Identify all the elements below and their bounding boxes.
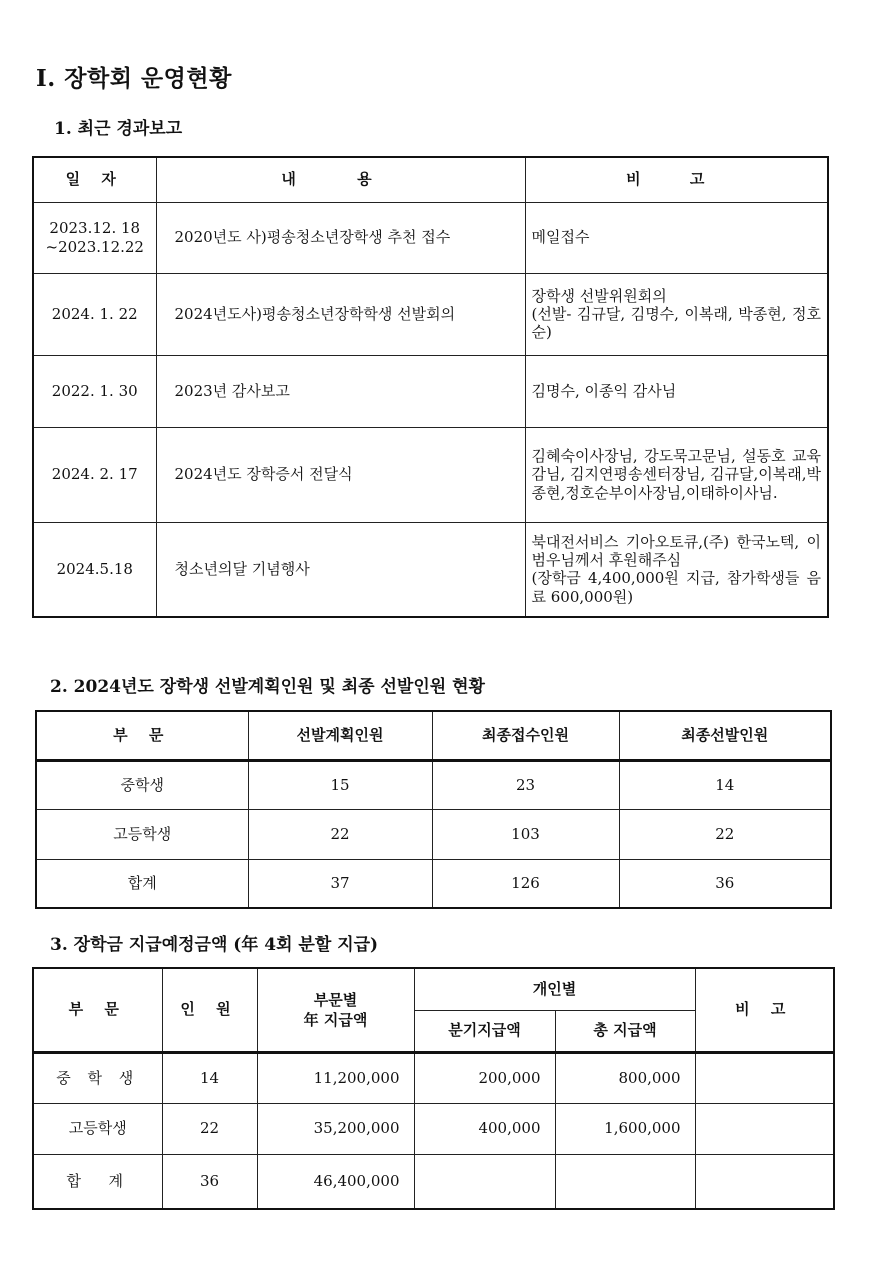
cell-category: 고등학생 <box>33 1103 162 1154</box>
row-content: 2024년도 장학증서 전달식 <box>156 427 525 522</box>
table-row <box>33 1103 834 1154</box>
table-row <box>33 355 828 427</box>
row-note: 김혜숙이사장님, 강도묵고문님, 설동호 교육감님, 김지연평송센터장님, 김규달,이복래,박종현,정호순부이사장님,이태하이사님. <box>525 427 828 522</box>
table-row <box>33 1052 834 1103</box>
section1-title: 1. 최근 경과보고 <box>54 119 183 139</box>
cell-planned: 22 <box>248 809 432 859</box>
row-content: 청소년의달 기념행사 <box>156 522 525 617</box>
cell-planned: 37 <box>248 859 432 908</box>
cell-category: 고등학생 <box>36 809 248 859</box>
cell-total: 1,600,000 <box>555 1103 695 1154</box>
header-quarterly: 분기지급액 <box>414 1010 555 1052</box>
table-header-row <box>33 968 834 1010</box>
cell-category: 합계 <box>36 859 248 908</box>
section2-title: 2. 2024년도 장학생 선발계획인원 및 최종 선발인원 현황 <box>50 677 485 697</box>
cell-annual: 35,200,000 <box>257 1103 414 1154</box>
header-selected: 최종선발인원 <box>619 711 831 760</box>
cell-remarks <box>695 1154 834 1209</box>
cell-count: 22 <box>162 1103 257 1154</box>
cell-category: 중학생 <box>36 760 248 809</box>
cell-received: 103 <box>432 809 619 859</box>
row-note: 메일접수 <box>525 202 828 273</box>
header-note: 비 고 <box>525 157 828 202</box>
table-row <box>33 1154 834 1209</box>
header-date: 일 자 <box>33 157 156 202</box>
cell-category: 중 학 생 <box>33 1052 162 1103</box>
cell-planned: 15 <box>248 760 432 809</box>
header-category: 부 문 <box>33 968 162 1052</box>
header-planned: 선발계획인원 <box>248 711 432 760</box>
cell-count: 36 <box>162 1154 257 1209</box>
header-count: 인 원 <box>162 968 257 1052</box>
cell-remarks <box>695 1052 834 1103</box>
table-row <box>36 809 831 859</box>
row-date: 2023.12. 18 ~2023.12.22 <box>33 202 156 273</box>
cell-selected: 36 <box>619 859 831 908</box>
cell-quarterly: 400,000 <box>414 1103 555 1154</box>
cell-total: 800,000 <box>555 1052 695 1103</box>
payment-table <box>32 967 835 1210</box>
table-row <box>33 522 828 617</box>
row-date: 2024.5.18 <box>33 522 156 617</box>
cell-category: 합 계 <box>33 1154 162 1209</box>
cell-annual: 11,200,000 <box>257 1052 414 1103</box>
header-content: 내 용 <box>156 157 525 202</box>
cell-annual: 46,400,000 <box>257 1154 414 1209</box>
table-header-row <box>33 157 828 202</box>
cell-selected: 14 <box>619 760 831 809</box>
cell-selected: 22 <box>619 809 831 859</box>
selection-table <box>35 710 832 909</box>
row-content: 2020년도 사)평송청소년장학생 추천 접수 <box>156 202 525 273</box>
row-note: 장학생 선발위원회의 (선발- 김규달, 김명수, 이복래, 박종현, 정호순) <box>525 273 828 355</box>
table-row <box>33 273 828 355</box>
table-row <box>36 859 831 908</box>
header-received: 최종접수인원 <box>432 711 619 760</box>
row-content: 2023년 감사보고 <box>156 355 525 427</box>
cell-quarterly <box>414 1154 555 1209</box>
row-content: 2024년도사)평송청소년장학학생 선발회의 <box>156 273 525 355</box>
row-date: 2024. 1. 22 <box>33 273 156 355</box>
table-header-row <box>36 711 831 760</box>
cell-quarterly: 200,000 <box>414 1052 555 1103</box>
row-date: 2022. 1. 30 <box>33 355 156 427</box>
cell-count: 14 <box>162 1052 257 1103</box>
row-note: 김명수, 이종익 감사님 <box>525 355 828 427</box>
cell-total <box>555 1154 695 1209</box>
report-table <box>32 156 829 618</box>
header-individual: 개인별 <box>414 968 695 1010</box>
table-row <box>36 760 831 809</box>
cell-received: 23 <box>432 760 619 809</box>
cell-received: 126 <box>432 859 619 908</box>
cell-remarks <box>695 1103 834 1154</box>
section3-title: 3. 장학금 지급예정금액 (年 4회 분할 지급) <box>50 935 379 955</box>
header-remarks: 비 고 <box>695 968 834 1052</box>
row-date: 2024. 2. 17 <box>33 427 156 522</box>
header-annual: 부문별 年 지급액 <box>257 968 414 1052</box>
page-title: Ⅰ. 장학회 운영현황 <box>36 65 232 92</box>
row-note: 북대전서비스 기아오토큐,(주) 한국노텍, 이범우님께서 후원해주심 (장학금 4,400,000원 지급, 참가학생들 음료 600,000원) <box>525 522 828 617</box>
table-row <box>33 427 828 522</box>
header-total: 총 지급액 <box>555 1010 695 1052</box>
table-row <box>33 202 828 273</box>
header-category: 부 문 <box>36 711 248 760</box>
